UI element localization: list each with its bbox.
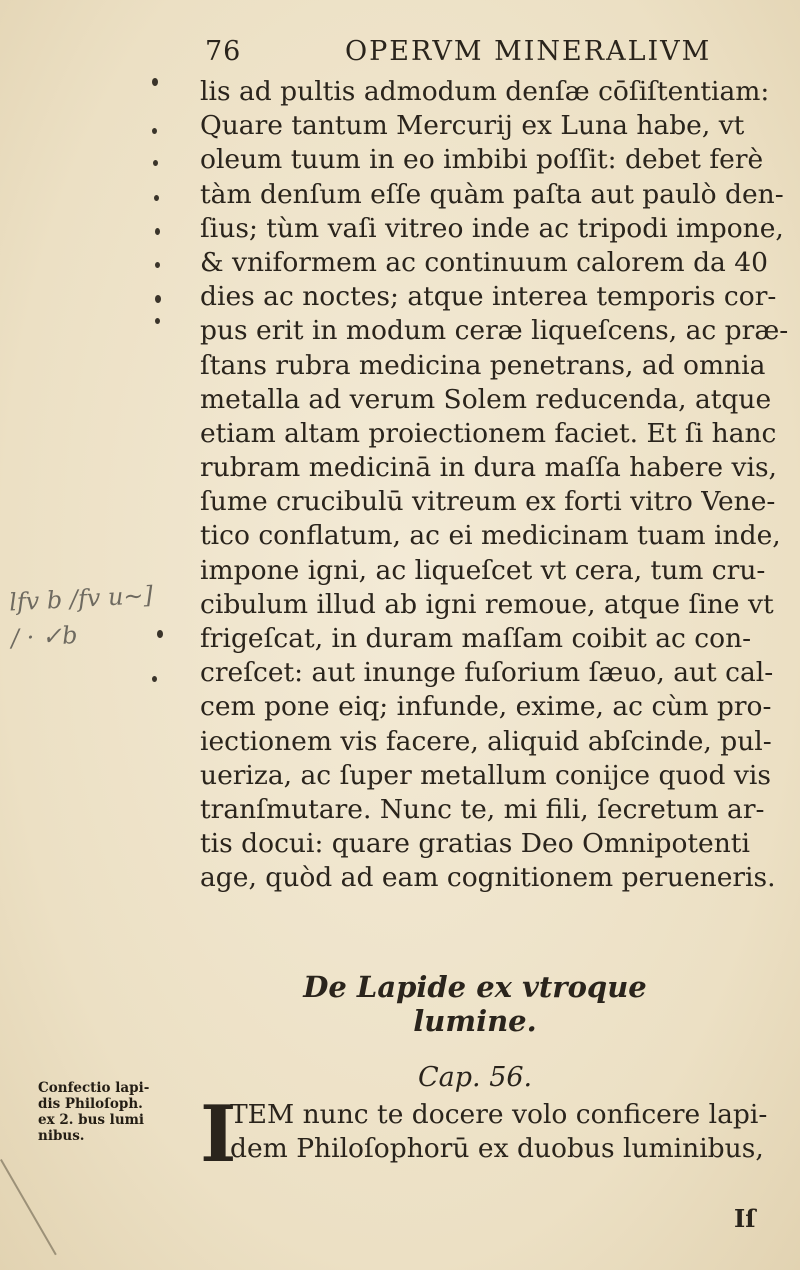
text-line: tàm denſum eſſe quàm paſta aut paulò den- [200, 178, 784, 210]
margin-note [38, 1080, 188, 1144]
margin-dot [155, 262, 160, 268]
margin-dot [155, 228, 160, 235]
margin-dot [155, 318, 160, 324]
text-line: Quare tantum Mercurij ex Luna habe, vt [200, 110, 745, 142]
page-crease [0, 1159, 57, 1255]
text-line: lis ad pultis admodum denſæ cōſiſtentiam: [200, 76, 770, 107]
text-line: oleum tuum in eo imbibi poſſit: debet ferè [200, 144, 764, 176]
drop-cap: I [200, 1089, 237, 1180]
margin-dot [154, 195, 159, 201]
margin-dot [155, 295, 161, 303]
text-line: rubram medicinā in dura maſſa habere vis, [200, 452, 777, 484]
chapter-line: TEM nunc te docere volo conficere lapi- [230, 1099, 768, 1130]
text-line: frigeſcat, in duram maſſam coibit ac con- [200, 623, 752, 654]
page-header [205, 36, 785, 76]
running-title: OPERVM MINERALIVM [345, 36, 712, 67]
text-line: cem pone eiq; infunde, exime, ac cùm pro- [200, 691, 772, 723]
catchword: Iſ [734, 1204, 756, 1233]
text-line: ſius; tùm vaſi vitreo inde ac tripodi impone, [200, 212, 784, 244]
text-line: ueriza, ac ſuper metallum conijce quod vis [200, 759, 771, 791]
main-text-block [200, 75, 790, 896]
text-line: age, quòd ad eam cognitionem perueneris. [200, 862, 776, 894]
text-line: creſcet: aut inunge fuſorium ſæuo, aut cal- [200, 657, 774, 689]
margin-dot [152, 78, 158, 86]
text-line: & vniformem ac continuum calorem da 40 [200, 246, 769, 278]
text-line: dies ac noctes; atque interea temporis cor- [200, 281, 777, 313]
margin-note-line: dis Philoſoph. [38, 1096, 143, 1112]
handwriting-line: / · ✓b [10, 620, 79, 653]
section-heading: De Lapide ex vtroque lumine. [303, 970, 647, 1038]
text-line: etiam altam proiectionem faciet. Et ſi hanc [200, 417, 777, 449]
text-line: metalla ad verum Solem reducenda, atque [200, 383, 772, 415]
text-line: impone igni, ac liqueſcet vt cera, tum cru- [200, 554, 766, 586]
page-number: 76 [205, 36, 242, 67]
text-line: pus erit in modum ceræ liqueſcens, ac præ- [200, 315, 789, 347]
text-line: tranſmutare. Nunc te, mi fili, ſecretum ar- [200, 793, 765, 825]
chapter-label: Cap. 56. [418, 1062, 533, 1093]
handwritten-annotation [8, 576, 182, 657]
margin-dot [152, 128, 157, 134]
margin-note-line: ex 2. bus lumi [38, 1112, 145, 1128]
margin-note-line: nibus. [38, 1128, 85, 1144]
handwriting-line: lfv b /fv u~] [8, 580, 154, 617]
text-line: ſume crucibulū vitreum ex forti vitro Vene- [200, 486, 776, 518]
margin-note-line: Confectio lapi- [38, 1080, 150, 1096]
margin-dot [153, 160, 158, 166]
text-line: iectionem vis facere, aliquid abſcinde, pul- [200, 725, 772, 757]
text-line: cibulum illud ab igni remoue, atque ſine vt [200, 588, 774, 620]
chapter-line: dem Philoſophorū ex duobus luminibus, [230, 1133, 764, 1164]
text-line: tis docui: quare gratias Deo Omnipotenti [200, 828, 750, 860]
margin-dot [157, 630, 163, 638]
text-line: tico conflatum, ac ei medicinam tuam inde, [200, 520, 781, 552]
text-line: ſtans rubra medicina penetrans, ad omnia [200, 349, 766, 381]
margin-dot [152, 676, 157, 682]
